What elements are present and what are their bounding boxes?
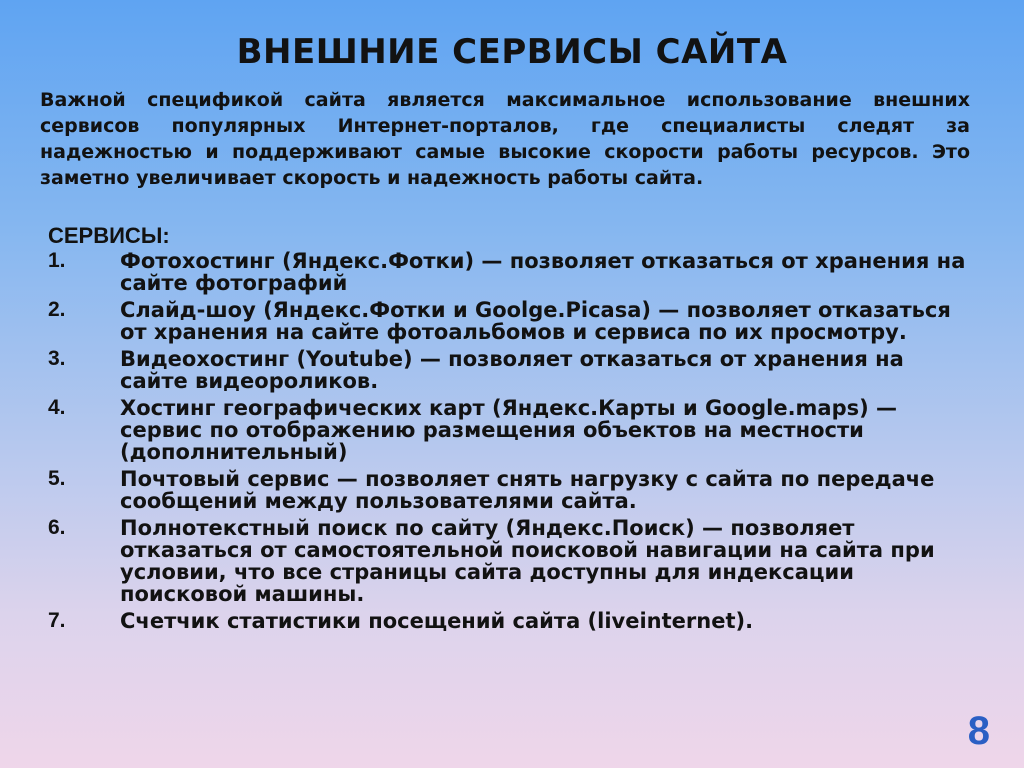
service-item [48,610,968,632]
service-item-text: Хостинг географических карт (Яндекс.Карты и Google.maps) — сервис по отображению размещения объектов на местности (дополнительный) [120,396,898,464]
service-item-number: 5. [48,467,66,490]
service-item [48,250,968,294]
service-item-text: Слайд-шоу (Яндекс.Фотки и Goolge.Picasa) — позволяет отказаться от хранения на сайте фотоальбомов и сервиса по их просмотру. [120,298,951,344]
services-heading: СЕРВИСЫ: [48,223,170,248]
service-item-text: Почтовый сервис — позволяет снять нагрузку с сайта по передаче сообщений между пользователями сайта. [120,467,935,513]
service-item [48,397,968,463]
service-item [48,299,968,343]
intro-paragraph: Важной спецификой сайта является максимальное использование внешних сервисов популярных Интернет-порталов, где специалисты следят за надежностью и поддерживают самые высокие скорости работы ресурсов. Это заметно увеличивает скорость и надежность работы сайта. [40,89,970,189]
service-item-number: 3. [48,347,66,370]
service-item [48,468,968,512]
service-item-text: Полнотекстный поиск по сайту (Яндекс.Поиск) — позволяет отказаться от самостоятельной поисковой навигации на сайта при условии, что все страницы сайта доступны для индексации поисковой машины. [120,516,935,606]
services-list [48,250,968,637]
service-item-number: 1. [48,249,66,272]
service-item-text: Счетчик статистики посещений сайта (liveinternet). [120,609,754,633]
service-item-text: Фотохостинг (Яндекс.Фотки) — позволяет отказаться от хранения на сайте фотографий [120,249,966,295]
service-item [48,517,968,605]
service-item-number: 2. [48,298,66,321]
service-item [48,348,968,392]
service-item-number: 6. [48,516,66,539]
service-item-number: 7. [48,609,66,632]
slide-title: ВНЕШНИЕ СЕРВИСЫ САЙТА [236,32,788,72]
service-item-number: 4. [48,396,66,419]
service-item-text: Видеохостинг (Youtube) — позволяет отказаться от хранения на сайте видеороликов. [120,347,904,393]
page-number: 8 [967,709,990,753]
